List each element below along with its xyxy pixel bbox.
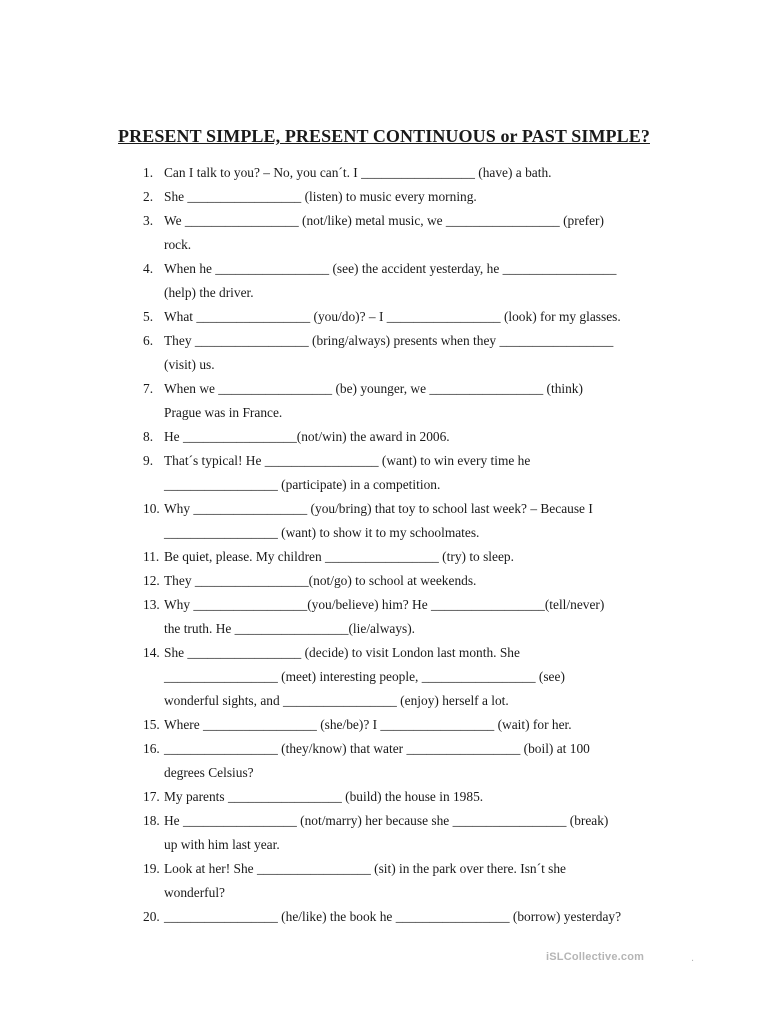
exercise-item [143, 161, 633, 185]
worksheet-title: PRESENT SIMPLE, PRESENT CONTINUOUS or PAST SIMPLE? [118, 126, 650, 146]
item-text: (help) the driver. [164, 285, 254, 300]
item-number: 14. [143, 645, 160, 660]
exercise-item [143, 497, 633, 521]
exercise-item [143, 905, 633, 929]
item-text: Be quiet, please. My children _________________ (try) to sleep. [164, 549, 514, 564]
item-text: _________________ (meet) interesting people, _________________ (see) [164, 669, 565, 684]
item-text: _________________ (he/like) the book he _________________ (borrow) yesterday? [164, 909, 622, 924]
item-text: When we _________________ (be) younger, we _________________ (think) [164, 381, 583, 396]
item-number: 19. [143, 861, 160, 876]
exercise-item-continuation [143, 353, 633, 377]
item-text: They _________________(not/go) to school at weekends. [164, 573, 477, 588]
item-text: He _________________(not/win) the award in 2006. [164, 429, 450, 444]
exercise-item [143, 329, 633, 353]
item-number: 2. [143, 189, 154, 204]
item-number: 10. [143, 501, 160, 516]
item-text: _________________ (want) to show it to my schoolmates. [164, 525, 480, 540]
item-text: wonderful? [164, 885, 225, 900]
item-text: She _________________ (listen) to music every morning. [164, 189, 477, 204]
item-number: 17. [143, 789, 160, 804]
exercise-item-continuation [143, 833, 633, 857]
item-text: (visit) us. [164, 357, 215, 372]
exercise-item-continuation [143, 281, 633, 305]
item-text: degrees Celsius? [164, 765, 254, 780]
item-text: Why _________________(you/believe) him? He _________________(tell/never) [164, 597, 605, 612]
exercise-item-continuation [143, 233, 633, 257]
item-text: He _________________ (not/marry) her because she _________________ (break) [164, 813, 609, 828]
item-text: Can I talk to you? – No, you can´t. I _________________ (have) a bath. [164, 165, 552, 180]
item-number: 16. [143, 741, 160, 756]
exercise-item-continuation [143, 689, 633, 713]
exercise-list [143, 161, 633, 929]
item-number: 1. [143, 165, 154, 180]
footer-dot: . [691, 952, 695, 964]
item-text: She _________________ (decide) to visit London last month. She [164, 645, 520, 660]
item-text: Look at her! She _________________ (sit) in the park over there. Isn´t she [164, 861, 567, 876]
exercise-item [143, 545, 633, 569]
exercise-item [143, 737, 633, 761]
item-text: _________________ (participate) in a competition. [164, 477, 441, 492]
exercise-item [143, 257, 633, 281]
item-text: We _________________ (not/like) metal music, we _________________ (prefer) [164, 213, 604, 228]
exercise-item-continuation [143, 473, 633, 497]
item-number: 13. [143, 597, 160, 612]
item-text: _________________ (they/know) that water _________________ (boil) at 100 [164, 741, 590, 756]
exercise-item [143, 593, 633, 617]
item-number: 3. [143, 213, 154, 228]
exercise-item [143, 569, 633, 593]
exercise-item [143, 305, 633, 329]
item-number: 15. [143, 717, 160, 732]
item-text: Where _________________ (she/be)? I _________________ (wait) for her. [164, 717, 572, 732]
exercise-item-continuation [143, 881, 633, 905]
exercise-item [143, 377, 633, 401]
exercise-item-continuation [143, 521, 633, 545]
exercise-item [143, 425, 633, 449]
item-number: 8. [143, 429, 154, 444]
exercise-item-continuation [143, 617, 633, 641]
item-number: 9. [143, 453, 154, 468]
item-number: 7. [143, 381, 154, 396]
item-number: 11. [143, 549, 160, 564]
item-number: 18. [143, 813, 160, 828]
item-text: the truth. He _________________(lie/always). [164, 621, 416, 636]
item-text: My parents _________________ (build) the house in 1985. [164, 789, 484, 804]
exercise-item-continuation [143, 401, 633, 425]
item-number: 5. [143, 309, 154, 324]
exercise-item [143, 209, 633, 233]
exercise-item [143, 809, 633, 833]
exercise-item-continuation [143, 665, 633, 689]
item-text: Prague was in France. [164, 405, 283, 420]
exercise-item [143, 857, 633, 881]
item-number: 20. [143, 909, 160, 924]
item-number: 12. [143, 573, 160, 588]
exercise-item-continuation [143, 761, 633, 785]
item-text: rock. [164, 237, 192, 252]
item-text: That´s typical! He _________________ (want) to win every time he [164, 453, 531, 468]
item-number: 6. [143, 333, 154, 348]
exercise-item [143, 785, 633, 809]
item-text: When he _________________ (see) the accident yesterday, he _________________ [164, 261, 617, 276]
exercise-item [143, 449, 633, 473]
item-text: up with him last year. [164, 837, 280, 852]
exercise-item [143, 713, 633, 737]
exercise-item [143, 185, 633, 209]
item-text: Why _________________ (you/bring) that toy to school last week? – Because I [164, 501, 593, 516]
item-text: They _________________ (bring/always) presents when they _________________ [164, 333, 614, 348]
item-number: 4. [143, 261, 154, 276]
item-text: wonderful sights, and _________________ (enjoy) herself a lot. [164, 693, 509, 708]
watermark-text: iSLCollective.com [546, 951, 645, 963]
exercise-item [143, 641, 633, 665]
item-text: What _________________ (you/do)? – I _________________ (look) for my glasses. [164, 309, 621, 324]
